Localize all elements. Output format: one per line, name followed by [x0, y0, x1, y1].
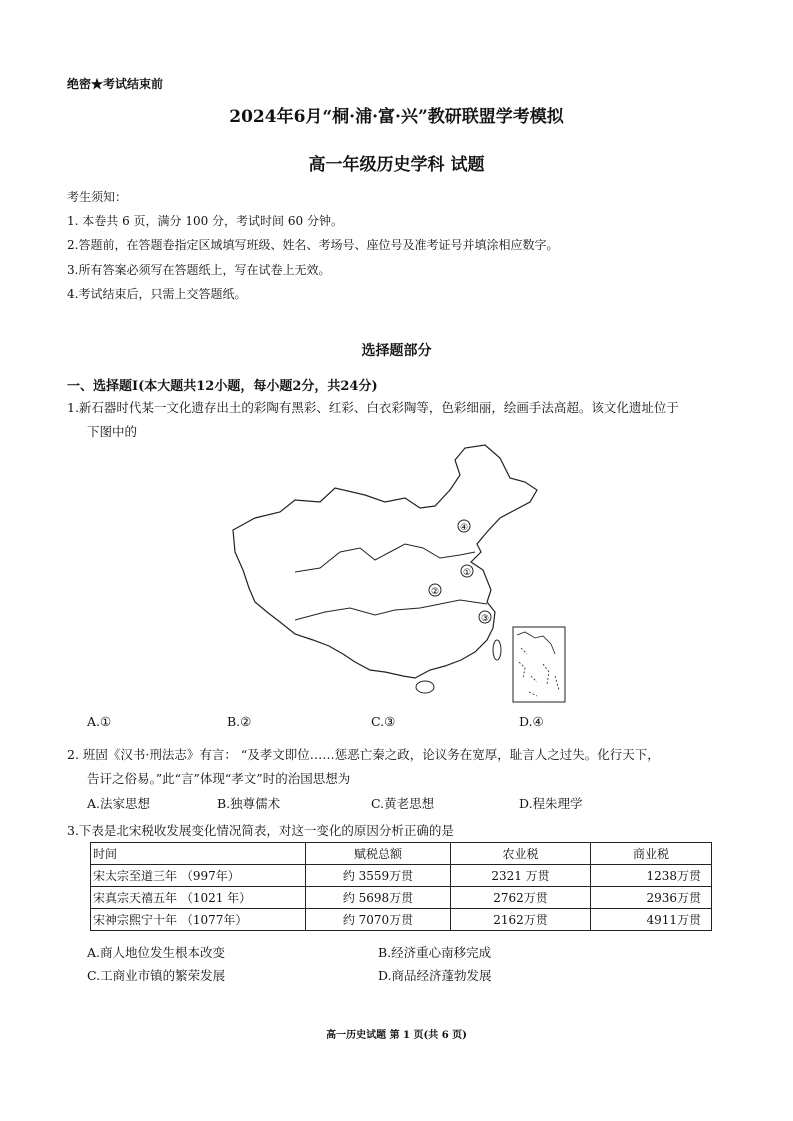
svg-text:①: ① [462, 568, 472, 578]
q3-option-c[interactable]: C.工商业市镇的繁荣发展 [87, 968, 226, 983]
table-cell: 约 7070万贯 [306, 909, 451, 931]
q1-option-d[interactable]: D.④ [519, 714, 544, 729]
china-outline [233, 445, 537, 678]
yangtze-river [295, 600, 487, 620]
question-2-text-cont: 告讦之俗易。”此“言”体现“孝文”时的治国思想为 [87, 771, 351, 786]
table-cell: 2936万贯 [591, 887, 712, 909]
exam-subtitle: 高一年级历史学科 试题 [308, 155, 485, 175]
question-1-text: 1.新石器时代某一文化遗存出土的彩陶有黑彩、红彩、白衣彩陶等，色彩细丽，绘画手法高超。该文化遗址位于 [67, 400, 679, 415]
yellow-river [295, 544, 475, 572]
table-header: 农业税 [451, 843, 591, 865]
china-map [225, 440, 570, 705]
svg-text:③: ③ [480, 614, 490, 624]
part-title: 一、选择题Ⅰ(本大题共12小题，每小题2分，共24分) [67, 379, 378, 394]
table-cell: 4911万贯 [591, 909, 712, 931]
question-1 [67, 396, 737, 444]
exam-title: 2024年6月“桐·浦·富·兴”教研联盟学考模拟 [229, 107, 564, 127]
table-cell: 2762万贯 [451, 887, 591, 909]
notice-item: 3.所有答案必须写在答题纸上，写在试卷上无效。 [67, 263, 331, 277]
q1-option-c[interactable]: C.③ [371, 714, 396, 729]
table-cell: 宋真宗天禧五年 （1021 年） [91, 887, 306, 909]
svg-text:④: ④ [459, 523, 469, 533]
table-cell: 2162万贯 [451, 909, 591, 931]
svg-text:②: ② [430, 587, 440, 597]
q2-option-c[interactable]: C.黄老思想 [371, 796, 435, 811]
marker-2 [429, 584, 441, 597]
q2-option-b[interactable]: B.独尊儒术 [217, 796, 281, 811]
notice-item: 4.考试结束后，只需上交答题纸。 [67, 287, 247, 301]
table-header: 时间 [91, 843, 306, 865]
question-3-text: 3.下表是北宋税收发展变化情况简表，对这一变化的原因分析正确的是 [67, 823, 454, 838]
q3-option-a[interactable]: A.商人地位发生根本改变 [87, 945, 226, 960]
table-cell: 2321 万贯 [451, 865, 591, 887]
taiwan-island [493, 640, 501, 660]
section-title: 选择题部分 [361, 343, 432, 359]
tax-table [90, 842, 712, 931]
question-1-text-cont: 下图中的 [87, 424, 138, 439]
q1-option-a[interactable]: A.① [87, 714, 112, 729]
question-2-text: 2. 班固《汉书·刑法志》有言： “及孝文即位……惩恶亡秦之政，论议务在宽厚，耻言人之过失。化行天下， [67, 747, 660, 762]
table-cell: 宋太宗至道三年 （997年） [91, 865, 306, 887]
hainan-island [416, 681, 434, 693]
table-row [91, 865, 712, 887]
table-cell: 约 5698万贯 [306, 887, 451, 909]
notice-item: 2.答题前，在答题卷指定区域填写班级、姓名、考场号、座位号及准考证号并填涂相应数字。 [67, 238, 559, 252]
question-2 [67, 743, 737, 791]
q3-option-b[interactable]: B.经济重心南移完成 [378, 945, 492, 960]
notice-item: 1. 本卷共 6 页，满分 100 分，考试时间 60 分钟。 [67, 214, 343, 228]
confidential-label: 绝密★考试结束前 [67, 77, 164, 91]
marker-1 [461, 565, 473, 578]
q1-option-b[interactable]: B.② [227, 714, 252, 729]
page-footer: 高一历史试题 第 1 页(共 6 页) [326, 1030, 467, 1041]
marker-4 [458, 520, 470, 533]
table-cell: 1238万贯 [591, 865, 712, 887]
notice-heading: 考生须知： [67, 190, 128, 204]
table-row [91, 909, 712, 931]
q3-option-d[interactable]: D.商品经济蓬勃发展 [378, 968, 492, 983]
table-cell: 宋神宗熙宁十年 （1077年） [91, 909, 306, 931]
marker-3 [479, 611, 491, 624]
table-header-row [91, 843, 712, 865]
table-row [91, 887, 712, 909]
table-header: 商业税 [591, 843, 712, 865]
q2-option-d[interactable]: D.程朱理学 [519, 796, 583, 811]
table-header: 赋税总额 [306, 843, 451, 865]
table-cell: 约 3559万贯 [306, 865, 451, 887]
south-china-sea-inset [513, 627, 565, 702]
q2-option-a[interactable]: A.法家思想 [87, 796, 151, 811]
